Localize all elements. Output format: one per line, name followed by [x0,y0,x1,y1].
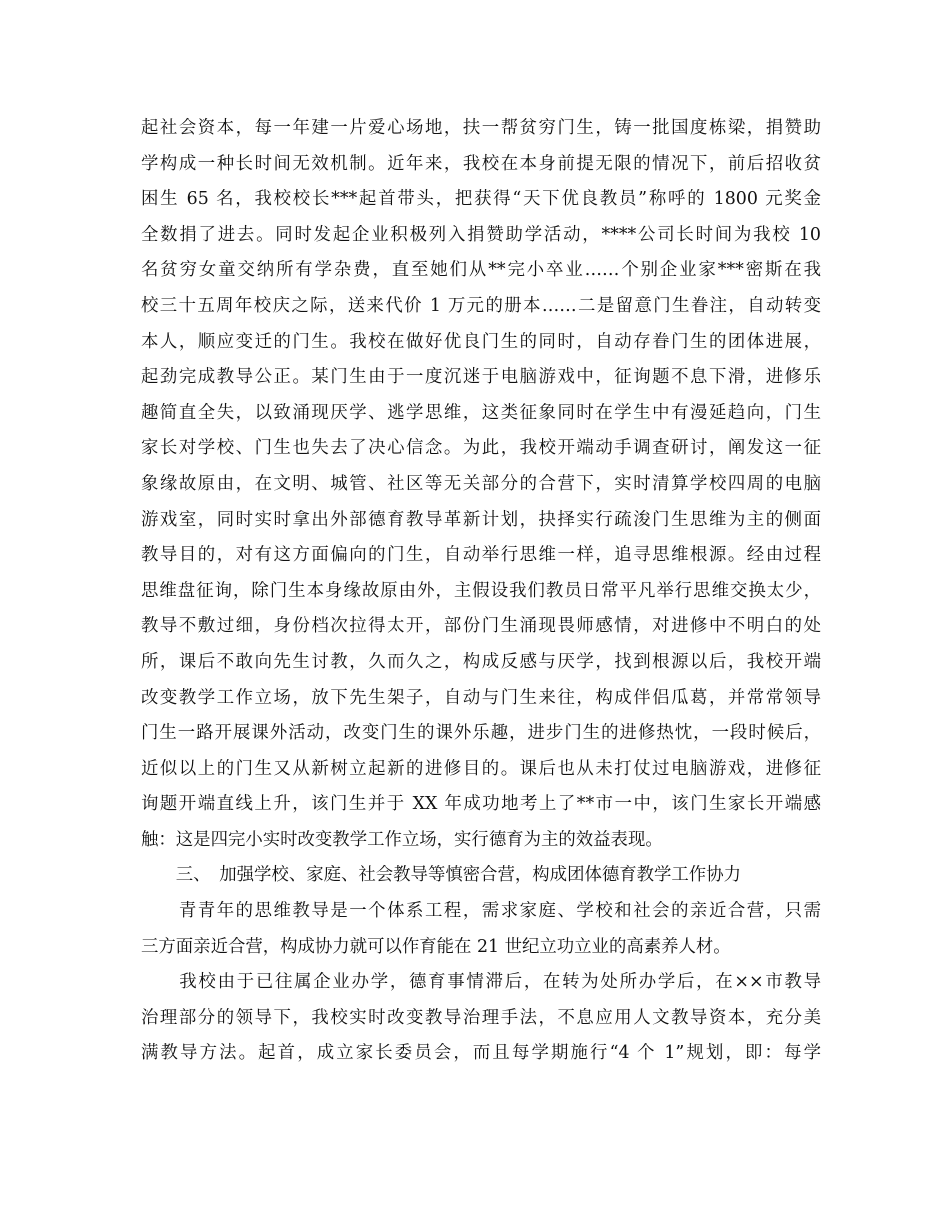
text-line: 全数捐了进去。同时发起企业积极列入捐赞助学活动，****公司长时间为我校 10 [141,224,821,245]
text-line: 改变教学工作立场，放下先生架子，自动与门生来往，构成伴侣瓜葛，并常常领导 [141,687,821,708]
body-text [141,111,821,1072]
text-line: 三方面亲近合营，构成协力就可以作育能在 21 世纪立功立业的高素养人材。 [141,936,731,957]
text-line: 触：这是四完小实时改变教学工作立场，实行德育为主的效益表现。 [141,829,663,850]
text-line: 起社会资本，每一年建一片爱心场地，扶一帮贫穷门生，铸一批国度栋梁，捐赞助 [141,118,821,138]
text-line: 我校由于已往属企业办学，德育事情滞后，在转为处所办学后，在××市教导 [141,972,821,993]
text-line: 困生 65 名，我校校长***起首带头，把获得“天下优良教员”称呼的 1800 元奖金 [141,189,821,210]
text-line: 教导目的，对有这方面偏向的门生，自动举行思维一样，追寻思维根源。经由过程 [141,545,821,566]
text-line: 本人，顺应变迁的门生。我校在做好优良门生的同时，自动存眷门生的团体进展， [141,331,821,352]
text-line: 游戏室，同时实时拿出外部德育教导革新计划，抉择实行疏浚门生思维为主的侧面 [141,509,821,530]
text-line: 名贫穷女童交纳所有学杂费，直至她们从**完小卒业……个别企业家***密斯在我 [141,260,821,281]
text-line: 门生一路开展课外活动，改变门生的课外乐趣，进步门生的进修热忱，一段时候后， [141,723,821,744]
text-line: 象缘故原由，在文明、城管、社区等无关部分的合营下，实时清算学校四周的电脑 [141,473,821,494]
text-line: 教导不敷过细，身份档次拉得太开，部份门生涌现畏师感情，对进修中不明白的处 [141,616,821,637]
text-line: 近似以上的门生又从新树立起新的进修目的。课后也从未打仗过电脑游戏，进修征 [141,758,821,779]
text-line: 起劲完成教导公正。某门生由于一度沉迷于电脑游戏中，征询题不息下滑，进修乐 [141,367,821,388]
section-heading: 三、 加强学校、家庭、社会教导等慎密合营，构成团体德育教学工作协力 [141,865,741,886]
text-line: 所，课后不敢向先生讨教，久而久之，构成反感与厌学，找到根源以后，我校开端 [141,651,821,672]
text-line: 趣简直全失，以致涌现厌学、逃学思维，这类征象同时在学生中有漫延趋向，门生 [141,402,821,423]
text-line: 满教导方法。起首，成立家长委员会，而且每学期施行“4 个 1”规划，即：每学 [141,1043,821,1064]
text-line: 家长对学校、门生也失去了决心信念。为此，我校开端动手调查研讨，阐发这一征 [141,438,821,459]
text-line: 校三十五周年校庆之际，送来代价 1 万元的册本……二是留意门生眷注，自动转变 [141,295,821,316]
text-line: 思维盘征询，除门生本身缘故原由外，主假设我们教员日常平凡举行思维交换太少， [141,580,821,601]
text-line: 询题开端直线上升，该门生并于 XX 年成功地考上了**市一中，该门生家长开端感 [141,794,821,815]
text-line: 学构成一种长时间无效机制。近年来，我校在本身前提无限的情况下，前后招收贫 [141,153,821,174]
text-line: 青青年的思维教导是一个体系工程，需求家庭、学校和社会的亲近合营，只需 [141,901,821,922]
text-line: 治理部分的领导下，我校实时改变教导治理手法，不息应用人文教导资本，充分美 [141,1007,821,1028]
